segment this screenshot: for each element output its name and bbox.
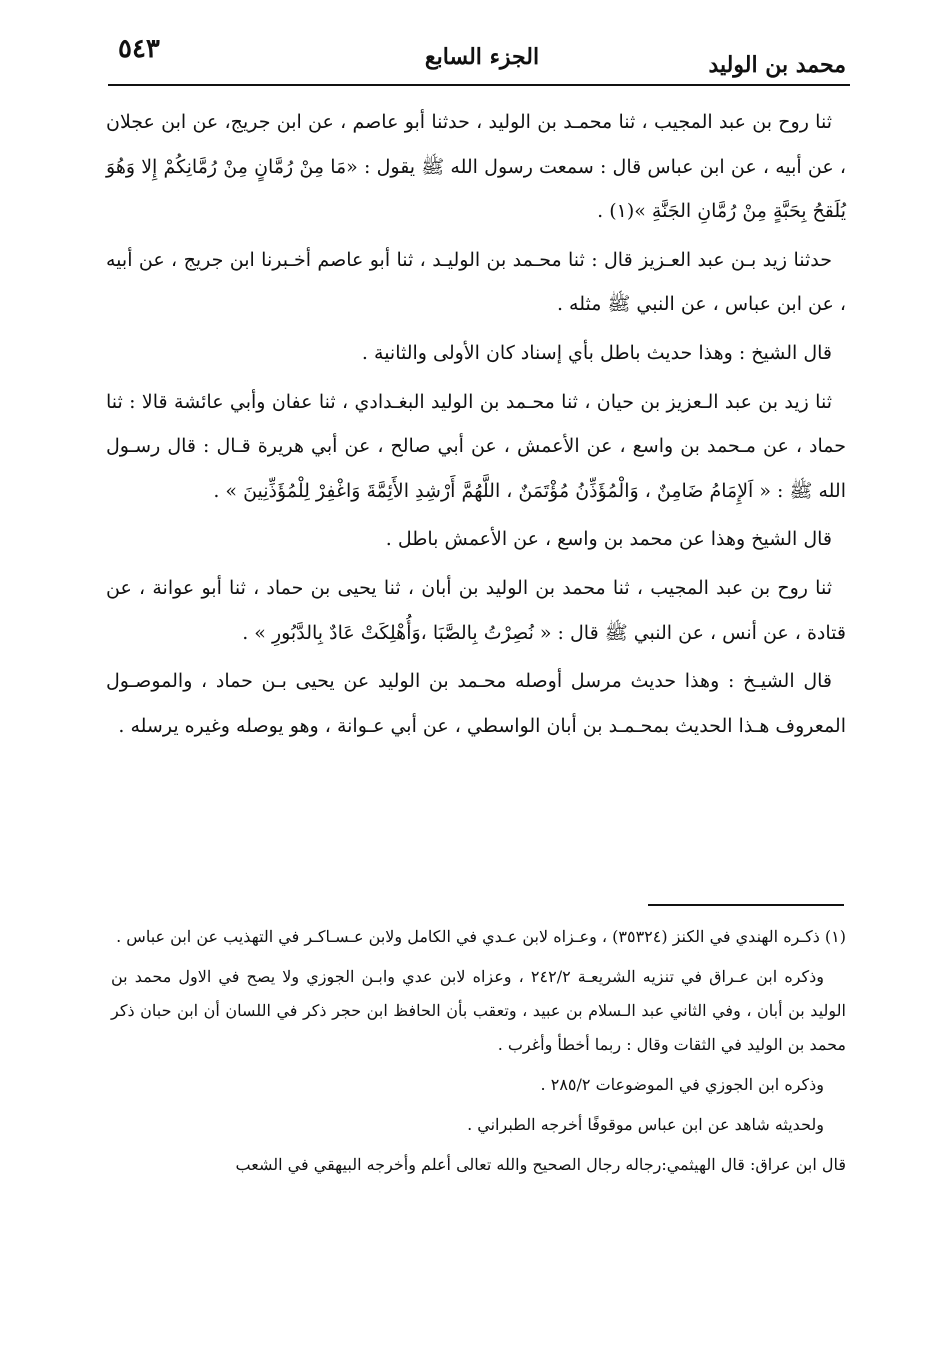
footnote-1-shahid: ولحديثه شاهد عن ابن عباس موقوفًا أخرجه الطبراني . <box>467 1115 824 1134</box>
header-rule <box>108 84 850 86</box>
footnote-rule <box>648 904 844 906</box>
main-text <box>106 100 846 748</box>
footnote-1: (١) ذكـره الهندي في الكنز (٣٥٣٢٤) ، وعـزاه لابن عـدي في الكامل ولابن عـسـاكـر في التهذيب عن ابن عباس . <box>116 927 846 946</box>
footnote-1-ibn-iraq: وذكره ابن عـراق في تنزيه الشريعـة ٢٤٢/٢ ، وعزاه لابن عدي وابـن الجوزي ولا يصح في الاول محمد بن الوليد بن أبان ، وفي الثاني عبد الـسلام بن عبيد ، وتعقب بأن الحافظ ابن حجر ذكر في اللسان أن ابن حبان ذكر محمد بن الوليد في الثقات وقال : ربما أخطأ وأغرب . <box>111 967 846 1054</box>
paragraph-shaykh-verdict-3: قال الشيـخ : وهذا حديث مرسل أوصله محـمد بن الوليد عن يحيى بـن حماد ، والموصـول المعروف هـذا الحديث بمحـمـد بن أبان الواسطي ، عن أبي عـوانة ، وهو يوصله وغيره يرسله . <box>106 670 846 737</box>
page-number: ٥٤٣ <box>118 34 160 64</box>
running-header <box>118 30 846 82</box>
paragraph-hadith-imam-muadhin: ثنا زيد بن عبد الـعزيز بن حيان ، ثنا محـمد بن الوليد البغـدادي ، ثنا عفان وأبي عائشة قالا : ثنا حماد ، عن مـحمد بن واسع ، عن الأعمش ، عن أبي صالح ، عن أبي هريرة قـال : قال رسـول الله ﷺ : « اَلإِمَامُ ضَامِنٌ ، وَالْمُؤَذِّنُ مُؤْتَمَنٌ ، اللَّهُمَّ أَرْشِدِ الأَئِمَّةَ وَاغْفِرْ لِلْمُؤَذِّنِينَ » . <box>106 390 846 502</box>
footnote-1-haythami: قال ابن عراق: قال الهيثمي:رجاله رجال الصحيح والله تعالى أعلم وأخرجه البيهقي في الشعب <box>235 1155 846 1174</box>
footnote-1-ibn-jawzi: وذكره ابن الجوزي في الموضوعات ٢٨٥/٢ . <box>540 1075 824 1094</box>
running-head-volume: الجزء السابع <box>424 44 540 70</box>
paragraph-shaykh-verdict-2: قال الشيخ وهذا عن محمد بن واسع ، عن الأعمش باطل . <box>385 528 832 551</box>
footnotes <box>111 920 846 1182</box>
running-head-book-title: محمد بن الوليد <box>708 52 846 78</box>
paragraph-shaykh-verdict-1: قال الشيخ : وهذا حديث باطل بأي إسناد كان الأولى والثانية . <box>361 341 832 364</box>
paragraph-hadith-pomegranate: ثنا روح بن عبد المجيب ، ثنا محمـد بن الوليد ، حدثنا أبو عاصم ، عن ابن جريج، عن ابن عجلان ، عن أبيه ، عن ابن عباس قال : سمعت رسول الله ﷺ يقول : «مَا مِنْ رُمَّانٍ مِنْ رُمَّانِكُمْ إِلا وَهُوَ يُلَقحُ بِحَبَّةٍ مِنْ رُمَّانِ الجَنَّةِ »(١) . <box>106 111 846 223</box>
paragraph-second-chain: حدثنا زيد بـن عبد العـزيز قال : ثنا محـمد بن الوليـد ، ثنا أبو عاصم أخـبرنا ابن جريج ، عن أبيه ، عن ابن عباس ، عن النبي ﷺ مثله . <box>106 248 846 316</box>
paragraph-hadith-saba-wind: ثنا روح بن عبد المجيب ، ثنا محمد بن الوليد بن أبان ، ثنا يحيى بن حماد ، ثنا أبو عوانة ، عن قتادة ، عن أنس ، عن النبي ﷺ قال : « نُصِرْتُ بِالصَّبَا ،وَأُهْلِكَتْ عَادٌ بِالدَّبُورِ » . <box>106 576 846 644</box>
